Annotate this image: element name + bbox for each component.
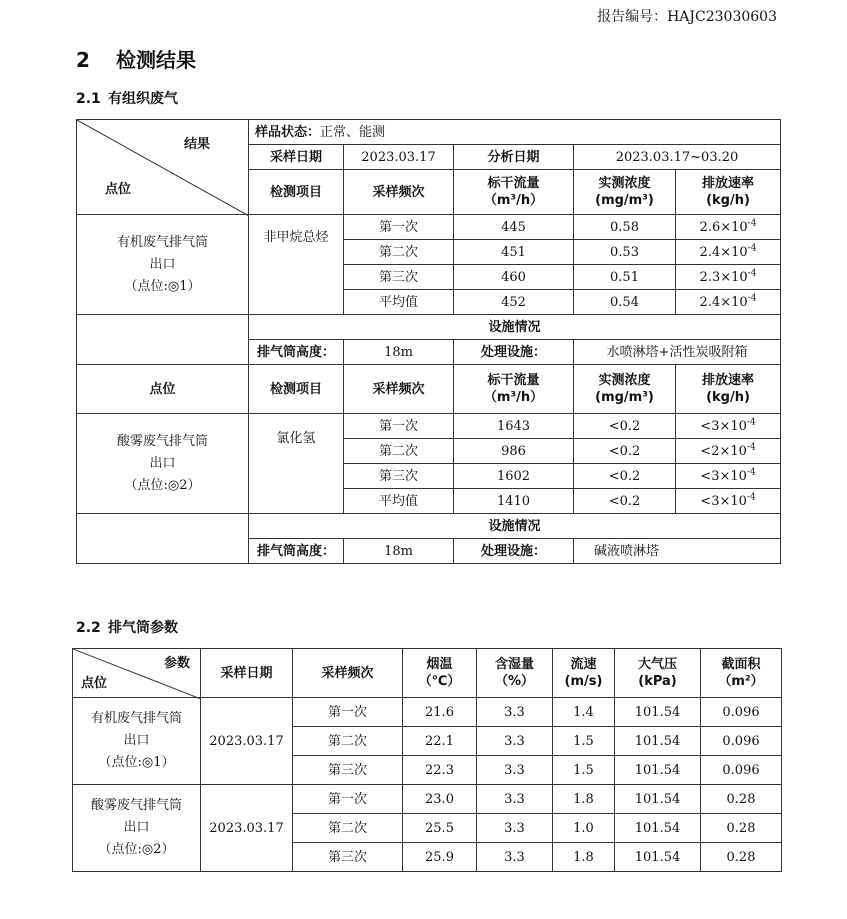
point-1-line3: （点位:◎1） xyxy=(124,278,201,294)
table-row-pressure: 101.54 xyxy=(615,814,701,843)
emission-results-table xyxy=(76,119,781,564)
header-item-2: 检测项目 xyxy=(249,365,344,414)
t2-header-speed xyxy=(553,649,615,698)
table-row-freq: 第三次 xyxy=(293,756,403,785)
table-row-temp: 25.5 xyxy=(403,814,477,843)
header-conc-unit: (mg/m³) xyxy=(595,390,654,405)
table-row-pressure: 101.54 xyxy=(615,698,701,727)
table-row-freq: 第二次 xyxy=(293,814,403,843)
treatment-label-1: 处理设施： xyxy=(454,340,574,365)
stack-height-label-2: 排气筒高度： xyxy=(249,539,344,564)
table-row-speed: 1.5 xyxy=(553,756,615,785)
table-row-freq: 第一次 xyxy=(293,698,403,727)
stack-height-label-1: 排气筒高度： xyxy=(249,340,344,365)
t2-point-cell-1 xyxy=(73,698,201,785)
table1-corner-point: 点位 xyxy=(105,182,132,197)
table-row-temp: 21.6 xyxy=(403,698,477,727)
rate-base: <3×10 xyxy=(700,493,747,509)
table-row-moist: 3.3 xyxy=(477,727,553,756)
rate-exp: -4 xyxy=(747,293,757,304)
t2-header-area xyxy=(701,649,782,698)
table-row-rate xyxy=(676,414,781,439)
table-row-freq: 平均值 xyxy=(344,489,454,514)
subsection-number-1: 2.1 xyxy=(76,91,101,107)
table-row-temp: 25.9 xyxy=(403,843,477,872)
table1-corner-diagonal xyxy=(77,120,249,216)
table-row-speed: 1.4 xyxy=(553,698,615,727)
t2-point-cell-2 xyxy=(73,785,201,872)
header-rate-label: 排放速率 xyxy=(701,373,754,388)
subsection-number-2: 2.2 xyxy=(76,620,101,636)
treatment-value-1: 水喷淋塔+活性炭吸附箱 xyxy=(574,340,781,365)
rate-base: <2×10 xyxy=(700,443,747,459)
stack-parameters-table xyxy=(72,648,782,872)
header-rate-2 xyxy=(676,365,781,414)
table-row-freq: 第三次 xyxy=(344,464,454,489)
subsection-title-1 xyxy=(76,88,178,108)
table-row-flow: 452 xyxy=(454,290,574,315)
table-row-conc: <0.2 xyxy=(574,414,676,439)
t2-header-pressure xyxy=(615,649,701,698)
header-flow-2 xyxy=(454,365,574,414)
point-1-line2: 出口 xyxy=(149,256,176,272)
rate-base: 2.4×10 xyxy=(699,244,748,260)
table-row-speed: 1.8 xyxy=(553,785,615,814)
t2-header-temp-unit: （℃） xyxy=(418,674,461,689)
t2-header-pressure-label: 大气压 xyxy=(637,657,677,672)
header-flow-unit: （m³/h） xyxy=(483,390,544,405)
table1-corner-cell xyxy=(77,120,249,215)
table2-corner-cell xyxy=(73,649,201,698)
t2-header-moist-unit: （%） xyxy=(494,674,535,689)
t2-header-moist xyxy=(477,649,553,698)
table-row-moist: 3.3 xyxy=(477,814,553,843)
header-flow xyxy=(454,170,574,215)
table-row-area: 0.096 xyxy=(701,698,782,727)
rate-exp: -4 xyxy=(746,442,756,453)
t2-header-speed-label: 流速 xyxy=(570,657,597,672)
table-row-freq: 第二次 xyxy=(344,240,454,265)
table-row-rate xyxy=(676,464,781,489)
header-rate-unit: (kg/h) xyxy=(706,193,750,208)
table-row-flow: 986 xyxy=(454,439,574,464)
table-row-moist: 3.3 xyxy=(477,756,553,785)
rate-exp: -4 xyxy=(747,243,757,254)
rate-exp: -4 xyxy=(747,218,757,229)
t2-date-cell-2: 2023.03.17 xyxy=(201,785,293,872)
rate-base: 2.4×10 xyxy=(699,294,748,310)
item-cell-1: 非甲烷总烃 xyxy=(249,215,344,315)
table-row-area: 0.28 xyxy=(701,785,782,814)
table-row-rate xyxy=(676,240,781,265)
t2-header-date: 采样日期 xyxy=(201,649,293,698)
table-row-flow: 460 xyxy=(454,265,574,290)
rate-exp: -4 xyxy=(746,417,756,428)
header-freq: 采样频次 xyxy=(344,170,454,215)
table-row-rate xyxy=(676,489,781,514)
table-row-speed: 1.8 xyxy=(553,843,615,872)
rate-base: <3×10 xyxy=(700,468,747,484)
section-number: 2 xyxy=(76,48,90,72)
analysis-date-label: 分析日期 xyxy=(454,145,574,170)
section-title-text: 检测结果 xyxy=(116,48,196,72)
table-row-rate xyxy=(676,290,781,315)
table-row-area: 0.096 xyxy=(701,727,782,756)
table-row-conc: <0.2 xyxy=(574,464,676,489)
t2-header-speed-unit: (m/s) xyxy=(564,674,603,689)
report-number: 报告编号：HAJC23030603 xyxy=(597,9,777,25)
item-cell-2: 氯化氢 xyxy=(249,414,344,514)
rate-exp: -4 xyxy=(746,492,756,503)
sampling-date-label: 采样日期 xyxy=(249,145,344,170)
table-row-temp: 22.1 xyxy=(403,727,477,756)
treatment-label-2: 处理设施： xyxy=(454,539,574,564)
table-row-conc: 0.58 xyxy=(574,215,676,240)
rate-exp: -4 xyxy=(746,467,756,478)
table-row-flow: 451 xyxy=(454,240,574,265)
table-row-freq: 平均值 xyxy=(344,290,454,315)
subsection-title-2 xyxy=(76,617,178,637)
point-2-line2: 出口 xyxy=(149,455,176,471)
point-2-line1: 酸雾废气排气筒 xyxy=(116,433,208,449)
table-row-freq: 第二次 xyxy=(344,439,454,464)
point-cell-2-cont xyxy=(77,514,249,564)
rate-base: 2.6×10 xyxy=(699,219,748,235)
header-freq-2: 采样频次 xyxy=(344,365,454,414)
table-row-temp: 22.3 xyxy=(403,756,477,785)
t2-point-2-line2: 出口 xyxy=(123,820,150,835)
table-row-pressure: 101.54 xyxy=(615,785,701,814)
table1-corner-result: 结果 xyxy=(183,137,210,152)
table-row-flow: 1643 xyxy=(454,414,574,439)
table-row-conc: <0.2 xyxy=(574,489,676,514)
header-flow-unit: （m³/h） xyxy=(483,193,544,208)
table-row-freq: 第一次 xyxy=(293,785,403,814)
point-2-line3: （点位:◎2） xyxy=(124,477,201,493)
point-cell-1-cont xyxy=(77,315,249,365)
rate-base: <3×10 xyxy=(700,418,747,434)
table2-corner-param: 参数 xyxy=(163,656,190,671)
point-cell-2 xyxy=(77,414,249,514)
sample-state-value: 正常、能测 xyxy=(320,124,386,140)
header-rate-unit: (kg/h) xyxy=(706,390,750,405)
sampling-date-value: 2023.03.17 xyxy=(344,145,454,170)
table-row-freq: 第一次 xyxy=(344,215,454,240)
t2-header-area-label: 截面积 xyxy=(721,657,761,672)
t2-point-1-line1: 有机废气排气筒 xyxy=(90,711,182,726)
table-row-rate xyxy=(676,439,781,464)
header-flow-label: 标干流量 xyxy=(487,373,540,388)
table-row-freq: 第三次 xyxy=(293,843,403,872)
table-row-conc: 0.53 xyxy=(574,240,676,265)
table-row-flow: 1410 xyxy=(454,489,574,514)
treatment-value-2: 碱液喷淋塔 xyxy=(574,539,781,564)
header-point-2: 点位 xyxy=(77,365,249,414)
table-row-area: 0.096 xyxy=(701,756,782,785)
table-row-temp: 23.0 xyxy=(403,785,477,814)
table-row-freq: 第三次 xyxy=(344,265,454,290)
stack-height-value-1: 18m xyxy=(344,340,454,365)
t2-header-moist-label: 含湿量 xyxy=(494,657,534,672)
table2-corner-point: 点位 xyxy=(81,676,108,691)
table-row-moist: 3.3 xyxy=(477,843,553,872)
table-row-speed: 1.5 xyxy=(553,727,615,756)
table-row-conc: 0.51 xyxy=(574,265,676,290)
t2-point-2-line1: 酸雾废气排气筒 xyxy=(90,798,182,813)
table-row-freq: 第二次 xyxy=(293,727,403,756)
t2-header-pressure-unit: (kPa) xyxy=(638,674,677,689)
header-conc-label: 实测浓度 xyxy=(598,176,651,191)
table-row-pressure: 101.54 xyxy=(615,727,701,756)
table-row-flow: 1602 xyxy=(454,464,574,489)
table-row-conc: <0.2 xyxy=(574,439,676,464)
table-row-speed: 1.0 xyxy=(553,814,615,843)
table-row-rate xyxy=(676,265,781,290)
table-row-conc: 0.54 xyxy=(574,290,676,315)
analysis-date-value: 2023.03.17~03.20 xyxy=(574,145,781,170)
rate-exp: -4 xyxy=(747,268,757,279)
table-row-moist: 3.3 xyxy=(477,785,553,814)
section-title xyxy=(76,44,196,73)
table-row-flow: 445 xyxy=(454,215,574,240)
t2-date-cell-1: 2023.03.17 xyxy=(201,698,293,785)
header-flow-label: 标干流量 xyxy=(487,176,540,191)
table-row-area: 0.28 xyxy=(701,843,782,872)
header-conc xyxy=(574,170,676,215)
subsection-title-1-text: 有组织废气 xyxy=(108,91,178,107)
point-1-line1: 有机废气排气筒 xyxy=(116,234,208,250)
table-row-pressure: 101.54 xyxy=(615,756,701,785)
table-row-area: 0.28 xyxy=(701,814,782,843)
t2-point-2-line3: （点位:◎2） xyxy=(98,842,175,857)
t2-point-1-line3: （点位:◎1） xyxy=(98,755,175,770)
header-rate xyxy=(676,170,781,215)
header-rate-label: 排放速率 xyxy=(701,176,754,191)
facility-label-2: 设施情况 xyxy=(249,514,781,539)
header-conc-label: 实测浓度 xyxy=(598,373,651,388)
t2-header-temp-label: 烟温 xyxy=(426,657,453,672)
t2-point-1-line2: 出口 xyxy=(123,733,150,748)
t2-header-freq: 采样频次 xyxy=(293,649,403,698)
table-row-rate xyxy=(676,215,781,240)
subsection-title-2-text: 排气筒参数 xyxy=(108,620,178,636)
table-row-freq: 第一次 xyxy=(344,414,454,439)
header-conc-2 xyxy=(574,365,676,414)
sample-state-cell xyxy=(249,120,781,145)
t2-header-temp xyxy=(403,649,477,698)
t2-header-area-unit: （m²） xyxy=(718,674,764,689)
point-cell-1 xyxy=(77,215,249,315)
sample-state-label: 样品状态： xyxy=(255,124,321,140)
table-row-moist: 3.3 xyxy=(477,698,553,727)
header-item: 检测项目 xyxy=(249,170,344,215)
facility-label-1: 设施情况 xyxy=(249,315,781,340)
header-conc-unit: (mg/m³) xyxy=(595,193,654,208)
table-row-pressure: 101.54 xyxy=(615,843,701,872)
rate-base: 2.3×10 xyxy=(699,269,748,285)
stack-height-value-2: 18m xyxy=(344,539,454,564)
